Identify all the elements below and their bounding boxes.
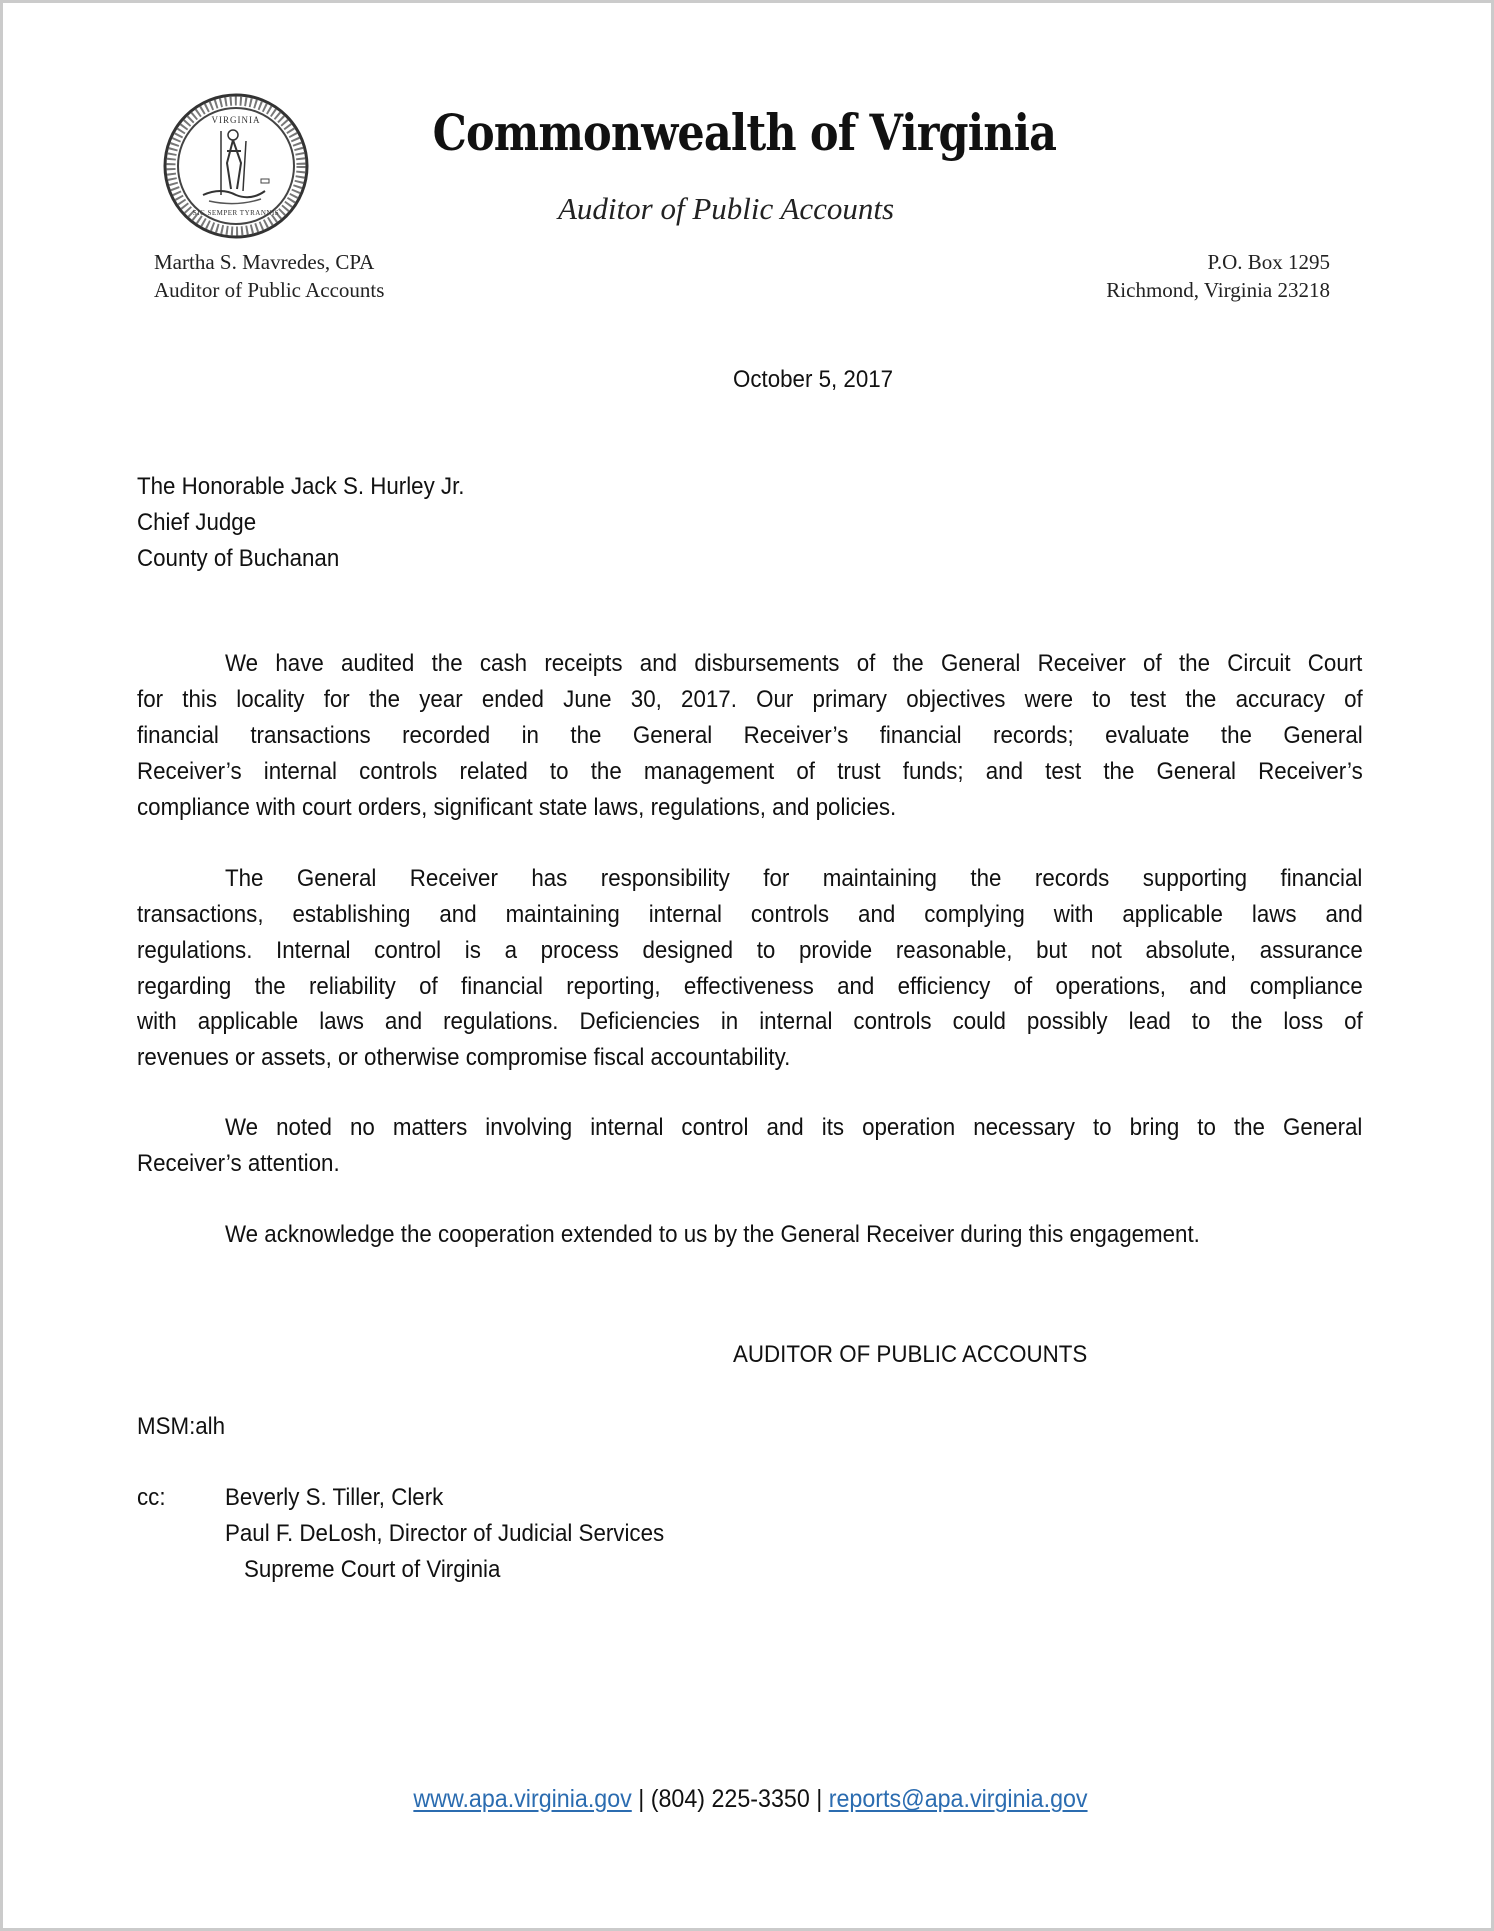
auditor-title: Auditor of Public Accounts <box>154 278 385 302</box>
paragraph-line: Receiver’s attention. <box>137 1150 340 1177</box>
paragraph-line: The General Receiver has responsibility for maintaining the records supporting financial <box>225 865 1363 892</box>
city-state-zip: Richmond, Virginia 23218 <box>1106 278 1330 302</box>
svg-text:VIRGINIA: VIRGINIA <box>211 115 261 125</box>
cc-recipient: Paul F. DeLosh, Director of Judicial Services <box>225 1520 665 1547</box>
cc-label: cc: <box>137 1484 166 1511</box>
email-link[interactable]: reports@apa.virginia.gov <box>828 1785 1088 1813</box>
letterhead-subtitle: Auditor of Public Accounts <box>558 191 895 226</box>
addressee-locality: County of Buchanan <box>137 545 340 572</box>
signature-block: AUDITOR OF PUBLIC ACCOUNTS <box>733 1341 1088 1368</box>
paragraph-line: compliance with court orders, significant state laws, regulations, and policies. <box>137 794 897 821</box>
phone-number: (804) 225-3350 <box>650 1785 810 1813</box>
paragraph-line: revenues or assets, or otherwise compromise fiscal accountability. <box>137 1044 791 1071</box>
auditor-name-block <box>154 248 384 304</box>
paragraph-line: regulations. Internal control is a process designed to provide reasonable, but not absolute, assurance <box>137 937 1363 964</box>
letter-date: October 5, 2017 <box>733 366 894 393</box>
paragraph-line: for this locality for the year ended June 30, 2017. Our primary objectives were to test the accuracy of <box>137 686 1363 713</box>
paragraph-line: We noted no matters involving internal control and its operation necessary to bring to the General <box>225 1114 1363 1141</box>
paragraph-line: Receiver’s internal controls related to the management of trust funds; and test the General Receiver’s <box>137 758 1363 785</box>
footer-separator: | <box>815 1785 822 1813</box>
website-link[interactable]: www.apa.virginia.gov <box>412 1785 632 1813</box>
po-box: P.O. Box 1295 <box>1207 250 1330 274</box>
paragraph-line: with applicable laws and regulations. Deficiencies in internal controls could possibly lead to the loss of <box>137 1008 1363 1035</box>
cc-recipient-organization: Supreme Court of Virginia <box>244 1556 501 1583</box>
letterhead-title: Commonwealth of Virginia <box>432 103 1057 162</box>
footer-separator: | <box>637 1785 644 1813</box>
auditor-name: Martha S. Mavredes, CPA <box>154 250 375 274</box>
mailing-address <box>1106 248 1330 304</box>
svg-text:SIC SEMPER TYRANNIS: SIC SEMPER TYRANNIS <box>192 209 280 217</box>
paragraph-line: transactions, establishing and maintaining internal controls and complying with applicable laws and <box>137 901 1363 928</box>
addressee-title: Chief Judge <box>137 509 257 536</box>
paragraph-line: regarding the reliability of financial reporting, effectiveness and efficiency of operations, and compliance <box>137 973 1363 1000</box>
paragraph-line: We acknowledge the cooperation extended to us by the General Receiver during this engagement. <box>225 1221 1200 1248</box>
virginia-seal-icon <box>161 91 311 241</box>
cc-recipient: Beverly S. Tiller, Clerk <box>225 1484 444 1511</box>
paragraph-line: financial transactions recorded in the General Receiver’s financial records; evaluate the General <box>137 722 1363 749</box>
paragraph-line: We have audited the cash receipts and disbursements of the General Receiver of the Circuit Court <box>225 650 1363 677</box>
addressee-name: The Honorable Jack S. Hurley Jr. <box>137 473 465 500</box>
contact-footer <box>3 1781 1494 1817</box>
typist-initials: MSM:alh <box>137 1413 226 1440</box>
